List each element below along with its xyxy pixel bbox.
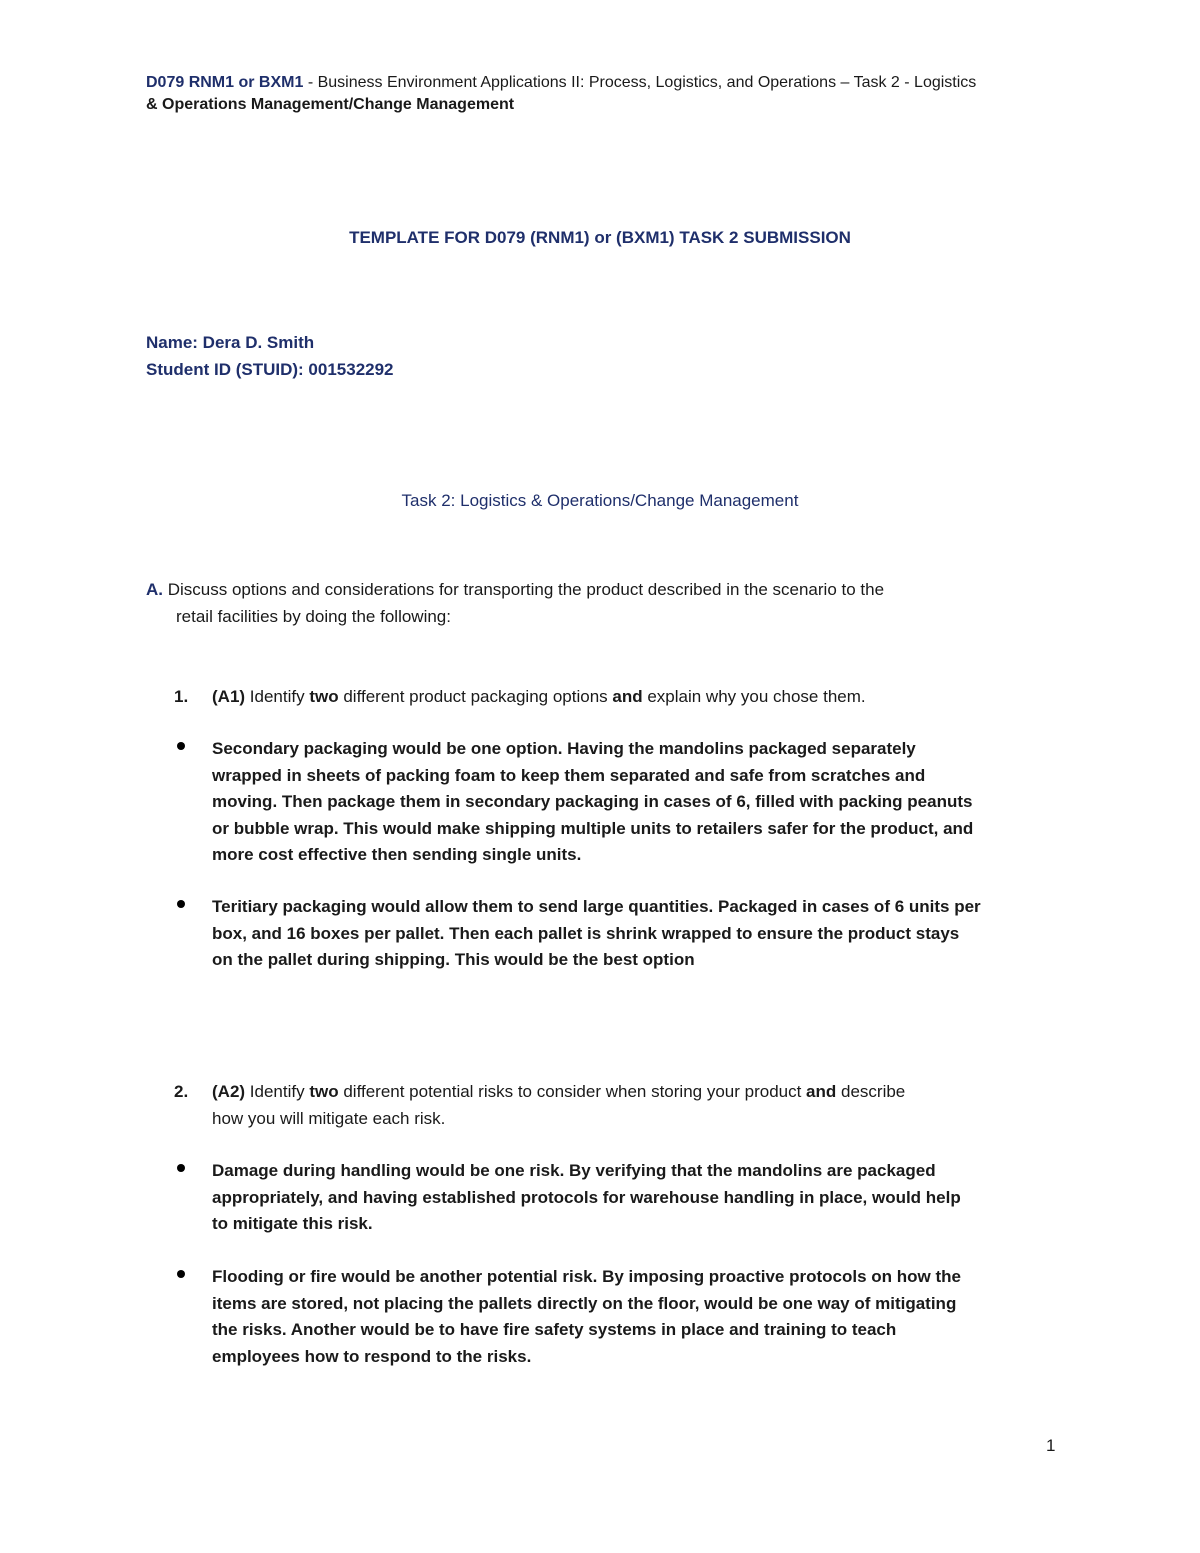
q1-answer-2 bbox=[212, 894, 1072, 974]
answer-line: Flooding or fire would be another potential risk. By imposing proactive protocols on how the bbox=[212, 1267, 961, 1286]
q1-text-d: and bbox=[612, 687, 643, 706]
answer-line: or bubble wrap. This would make shipping multiple units to retailers safer for the product, and bbox=[212, 818, 974, 838]
answer-line: box, and 16 boxes per pallet. Then each pallet is shrink wrapped to ensure the product stays bbox=[212, 923, 960, 943]
bullet-icon bbox=[177, 900, 185, 908]
section-a-text: Discuss options and considerations for transporting the product described in the scenario to the bbox=[167, 580, 885, 599]
answer-line: employees how to respond to the risks. bbox=[212, 1346, 532, 1366]
answer-line: on the pallet during shipping. This would be the best option bbox=[212, 950, 695, 969]
template-title: TEMPLATE FOR D079 (RNM1) or (BXM1) TASK 2 SUBMISSION bbox=[349, 228, 851, 247]
course-code: D079 RNM1 or BXM1 bbox=[146, 74, 304, 91]
header-line-1 bbox=[146, 72, 1066, 94]
q1-text-a: Identify bbox=[245, 687, 310, 706]
q2-prompt-line-2: how you will mitigate each risk. bbox=[212, 1108, 446, 1128]
section-a-label: A. bbox=[146, 580, 163, 599]
answer-line: wrapped in sheets of packing foam to keep them separated and safe from scratches and bbox=[212, 765, 926, 785]
q2-text-a: Identify bbox=[245, 1082, 310, 1101]
student-name: Name: Dera D. Smith bbox=[146, 333, 315, 352]
course-title: - Business Environment Applications II: Process, Logistics, and Operations – Task 2 - Logistics bbox=[303, 74, 977, 91]
q1-prompt bbox=[212, 684, 1072, 711]
header-line-2: & Operations Management/Change Management bbox=[146, 96, 515, 113]
q2-text-b: two bbox=[309, 1082, 339, 1101]
answer-line: to mitigate this risk. bbox=[212, 1214, 373, 1233]
document-header bbox=[146, 72, 1066, 116]
q1-answer-1 bbox=[212, 736, 1072, 869]
q1-text-c: different product packaging options bbox=[338, 687, 613, 706]
answer-line: moving. Then package them in secondary packaging in cases of 6, filled with packing peanuts bbox=[212, 792, 973, 811]
bullet-icon bbox=[177, 1164, 185, 1172]
q2-prompt-line-1 bbox=[212, 1079, 1072, 1106]
answer-line: Teritiary packaging would allow them to send large quantities. Packaged in cases of 6 units per bbox=[212, 897, 981, 916]
q2-number: 2. bbox=[174, 1082, 189, 1101]
q2-text-e: describe bbox=[836, 1082, 906, 1101]
answer-line: the risks. Another would be to have fire safety systems in place and training to teach bbox=[212, 1320, 897, 1339]
q2-prompt bbox=[212, 1079, 1072, 1132]
q1-number: 1. bbox=[174, 687, 189, 706]
q2-answer-1 bbox=[212, 1158, 1072, 1238]
page-number: 1 bbox=[1046, 1436, 1056, 1455]
q2-text-c: different potential risks to consider when storing your product bbox=[338, 1082, 807, 1101]
bullet-icon bbox=[177, 1270, 185, 1278]
section-a-line-2: retail facilities by doing the following: bbox=[176, 606, 451, 626]
q1-code: (A1) bbox=[212, 687, 246, 706]
section-a bbox=[146, 577, 1076, 630]
section-a-line-1 bbox=[146, 577, 1076, 604]
task-title: Task 2: Logistics & Operations/Change Management bbox=[401, 491, 799, 510]
q2-text-d: and bbox=[806, 1082, 837, 1101]
bullet-icon bbox=[177, 742, 185, 750]
answer-line: items are stored, not placing the pallets directly on the floor, would be one way of mitigating bbox=[212, 1293, 957, 1313]
q1-text-e: explain why you chose them. bbox=[642, 687, 866, 706]
q1-text-b: two bbox=[309, 687, 339, 706]
answer-line: more cost effective then sending single units. bbox=[212, 845, 582, 864]
student-id: Student ID (STUID): 001532292 bbox=[146, 360, 394, 379]
answer-line: appropriately, and having established protocols for warehouse handling in place, would help bbox=[212, 1187, 961, 1207]
q2-code: (A2) bbox=[212, 1082, 246, 1101]
answer-line: Secondary packaging would be one option. Having the mandolins packaged separately bbox=[212, 739, 916, 758]
answer-line: Damage during handling would be one risk. By verifying that the mandolins are packaged bbox=[212, 1161, 936, 1180]
q2-answer-2 bbox=[212, 1264, 1072, 1370]
